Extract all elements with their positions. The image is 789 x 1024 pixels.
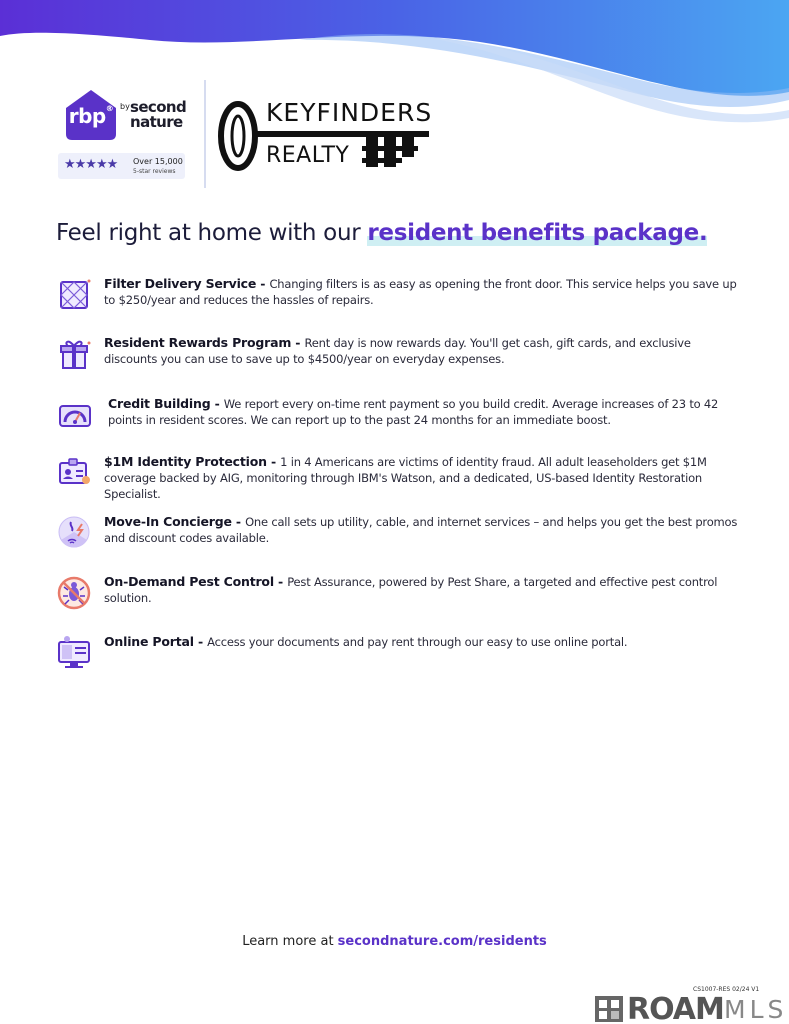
portal-icon <box>56 634 94 672</box>
benefit-title: On-Demand Pest Control - <box>104 574 288 589</box>
brand-second: second <box>130 98 187 116</box>
credit-gauge-icon <box>56 396 94 434</box>
keyfinders-logo <box>216 96 446 176</box>
benefit-description: 1 in 4 Americans are victims of identity fraud. All adult leaseholders get $1M coverage backed by AIG, monitoring through IBM's Watson, and a dedicated, US-based Identity Restoration Specialist. <box>104 455 707 501</box>
page-headline <box>56 220 707 246</box>
benefit-title: Credit Building - <box>108 396 224 411</box>
utilities-icon <box>56 514 94 552</box>
rbp-wordmark: rbp® <box>68 104 114 128</box>
benefit-title: Resident Rewards Program - <box>104 335 305 350</box>
benefit-title: Online Portal - <box>104 634 208 649</box>
benefit-description: One call sets up utility, cable, and internet services – and helps you get the best promos and discount codes available. <box>104 515 738 545</box>
partner-name-line2: REALTY <box>266 143 350 168</box>
reviews-caption: 5-star reviews <box>133 168 176 175</box>
brand-nature: nature <box>130 113 183 131</box>
filter-icon <box>56 276 94 314</box>
roam-wordmark: ROAM <box>627 992 724 1024</box>
identity-card-icon <box>56 454 94 492</box>
partner-name-line1: KEYFINDERS <box>266 98 433 127</box>
no-pest-icon <box>56 574 94 612</box>
benefit-description: Rent day is now rewards day. You'll get cash, gift cards, and exclusive discounts you can use to save up to $4500/year on everyday expenses. <box>104 336 691 366</box>
benefit-description: We report every on-time rent payment so you build credit. Average increases of 23 to 42 points in resident scores. We can report up to the past 24 months for an immediate boost. <box>108 397 719 427</box>
logo-divider <box>204 80 206 188</box>
mls-wordmark: MLS <box>724 995 788 1024</box>
star-rating-icon: ★★★★★ <box>64 157 118 172</box>
benefit-title: $1M Identity Protection - <box>104 454 281 469</box>
benefit-title: Move-In Concierge - <box>104 514 246 529</box>
headline-highlight: resident benefits package. <box>367 220 708 246</box>
gift-icon <box>56 335 94 373</box>
benefit-description: Pest Assurance, powered by Pest Share, a targeted and effective pest control solution. <box>104 575 718 605</box>
benefit-title: Filter Delivery Service - <box>104 276 270 291</box>
benefit-description: Changing filters is as easy as opening the front door. This service helps you save up to $250/year and reduces the hassles of repairs. <box>104 277 737 307</box>
reviews-badge <box>58 153 185 179</box>
roam-building-icon <box>594 995 624 1023</box>
headline-prefix: Feel right at home with our <box>56 220 368 246</box>
reviews-count: Over 15,000 <box>133 157 183 166</box>
benefit-description: Access your documents and pay rent through our easy to use online portal. <box>207 635 628 649</box>
rbp-logo <box>58 86 188 146</box>
roam-mls-logo <box>594 992 789 1024</box>
rbp-by-label: by <box>120 102 130 111</box>
learn-more-line <box>0 934 789 949</box>
residents-link[interactable]: secondnature.com/residents <box>337 934 547 949</box>
document-code: CS1007-RES 02/24 V1 <box>693 986 760 993</box>
learn-more-prefix: Learn more at <box>242 934 338 949</box>
